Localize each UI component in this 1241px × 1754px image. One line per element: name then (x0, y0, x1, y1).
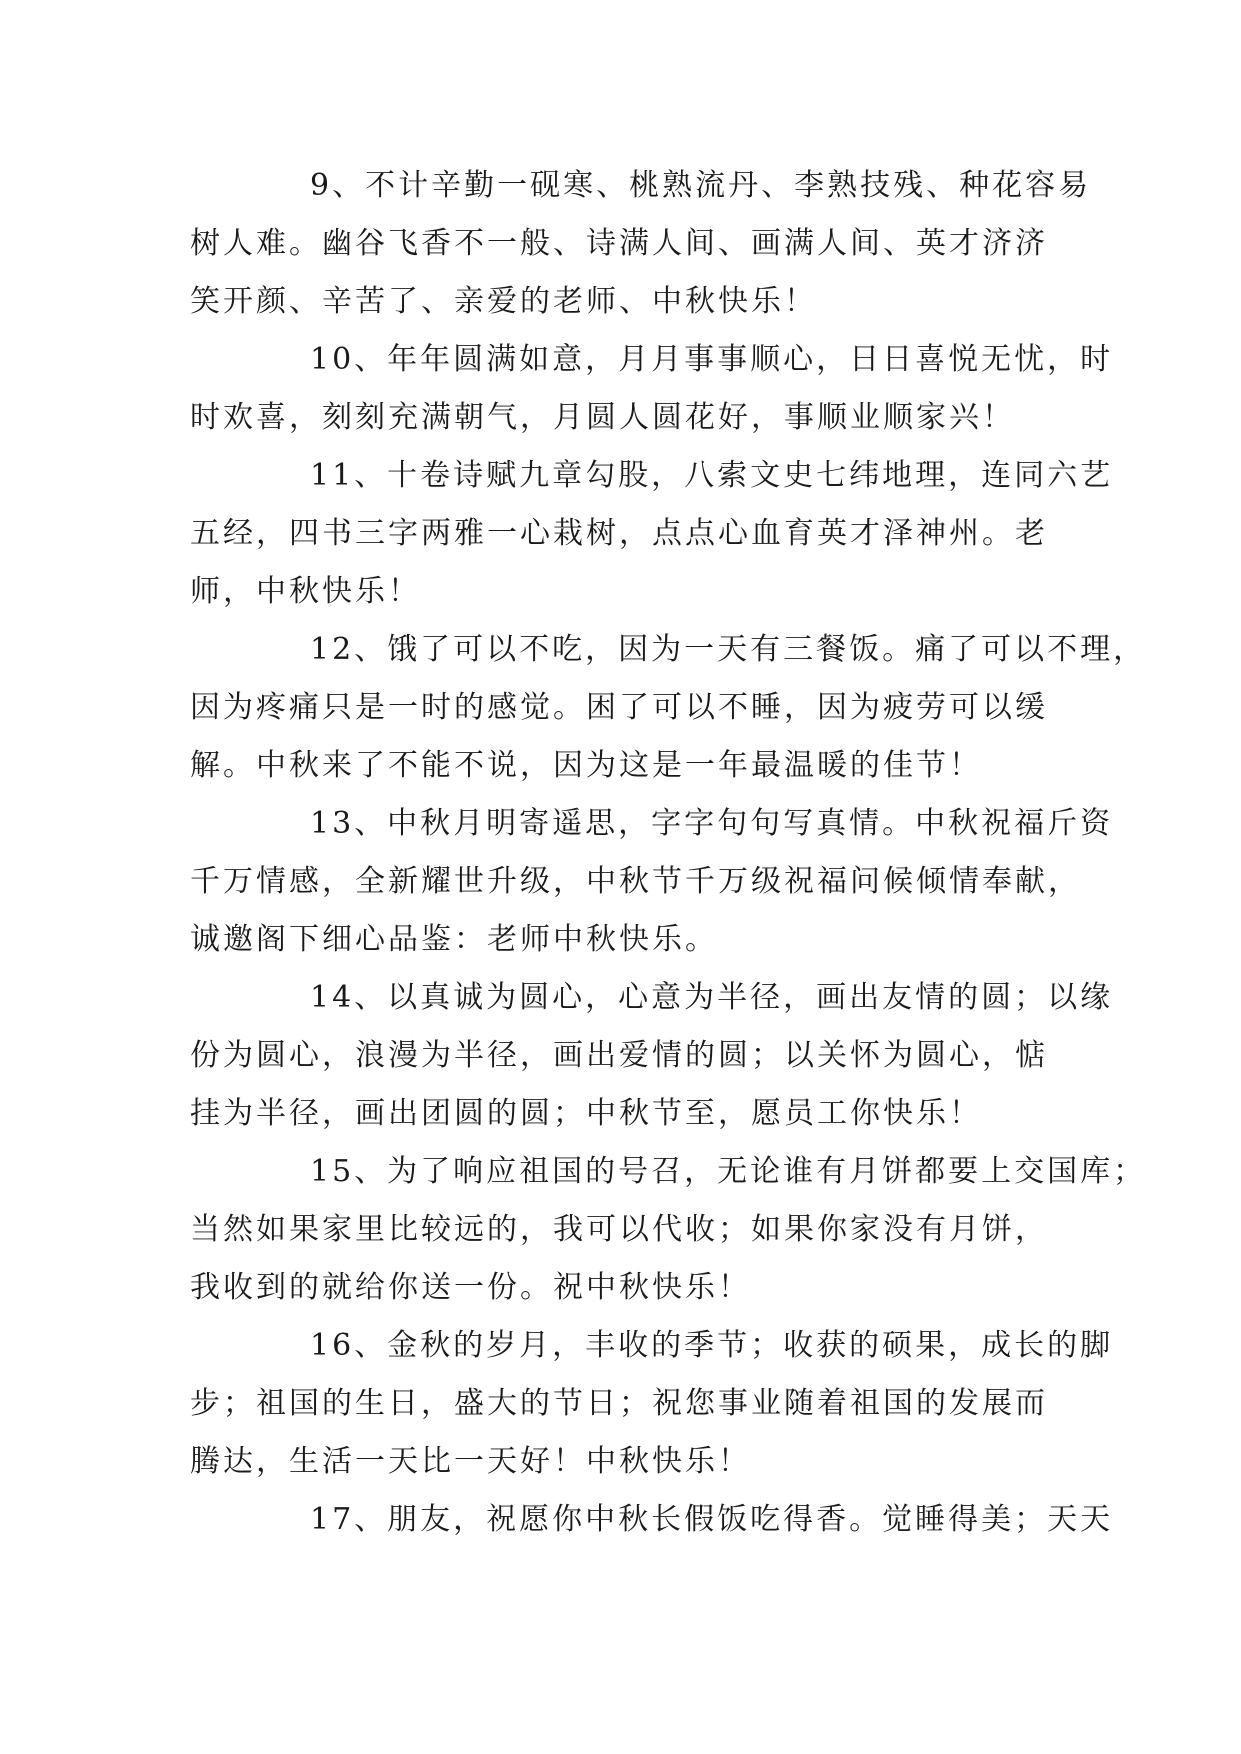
paragraph-line: 17、朋友，祝愿你中秋长假饭吃得香。觉睡得美；天天 (310, 1502, 1114, 1537)
paragraph-line: 挂为半径，画出团圆的圆；中秋节至，愿员工你快乐！ (190, 1096, 982, 1131)
paragraph-12 (190, 621, 1147, 795)
paragraph-line: 解。中秋来了不能不说，因为这是一年最温暖的佳节！ (190, 748, 982, 783)
paragraph-line: 15、为了响应祖国的号召，无论谁有月饼都要上交国库； (310, 1154, 1147, 1189)
paragraph-line: 诚邀阁下细心品鉴：老师中秋快乐。 (190, 922, 718, 957)
paragraph-line: 树人难。幽谷飞香不一般、诗满人间、画满人间、英才济济 (190, 226, 1048, 261)
paragraph-16 (190, 1317, 1114, 1491)
paragraph-line: 14、以真诚为圆心，心意为半径，画出友情的圆；以缘 (310, 980, 1114, 1015)
paragraph-line: 份为圆心，浪漫为半径，画出爱情的圆；以关怀为圆心，惦 (190, 1038, 1048, 1073)
paragraph-line: 千万情感，全新耀世升级，中秋节千万级祝福问候倾情奉献， (190, 864, 1081, 899)
paragraph-line: 笑开颜、辛苦了、亲爱的老师、中秋快乐！ (190, 284, 817, 319)
paragraph-line: 师，中秋快乐！ (190, 574, 421, 609)
paragraph-line: 我收到的就给你送一份。祝中秋快乐！ (190, 1270, 751, 1305)
paragraph-line: 11、十卷诗赋九章勾股，八索文史七纬地理，连同六艺 (310, 458, 1114, 493)
paragraph-9 (190, 157, 1092, 331)
paragraph-line: 12、饿了可以不吃，因为一天有三餐饭。痛了可以不理， (310, 632, 1147, 667)
paragraph-17 (190, 1491, 1114, 1549)
paragraph-13 (190, 795, 1114, 969)
paragraph-14 (190, 969, 1114, 1143)
paragraph-line: 时欢喜，刻刻充满朝气，月圆人圆花好，事顺业顺家兴！ (190, 400, 1015, 435)
paragraph-15 (190, 1143, 1147, 1317)
document-body (190, 157, 1147, 1549)
paragraph-line: 10、年年圆满如意，月月事事顺心，日日喜悦无忧，时 (310, 342, 1114, 377)
paragraph-10 (190, 331, 1114, 447)
paragraph-line: 腾达，生活一天比一天好！中秋快乐！ (190, 1444, 751, 1479)
paragraph-line: 五经，四书三字两雅一心栽树，点点心血育英才泽神州。老 (190, 516, 1048, 551)
paragraph-line: 9、不计辛勤一砚寒、桃熟流丹、李熟技残、种花容易 (310, 168, 1092, 203)
paragraph-line: 13、中秋月明寄遥思，字字句句写真情。中秋祝福斤资 (310, 806, 1114, 841)
paragraph-11 (190, 447, 1114, 621)
paragraph-line: 因为疼痛只是一时的感觉。困了可以不睡，因为疲劳可以缓 (190, 690, 1048, 725)
paragraph-line: 当然如果家里比较远的，我可以代收；如果你家没有月饼， (190, 1212, 1048, 1247)
paragraph-line: 步；祖国的生日，盛大的节日；祝您事业随着祖国的发展而 (190, 1386, 1048, 1421)
paragraph-line: 16、金秋的岁月，丰收的季节；收获的硕果，成长的脚 (310, 1328, 1114, 1363)
